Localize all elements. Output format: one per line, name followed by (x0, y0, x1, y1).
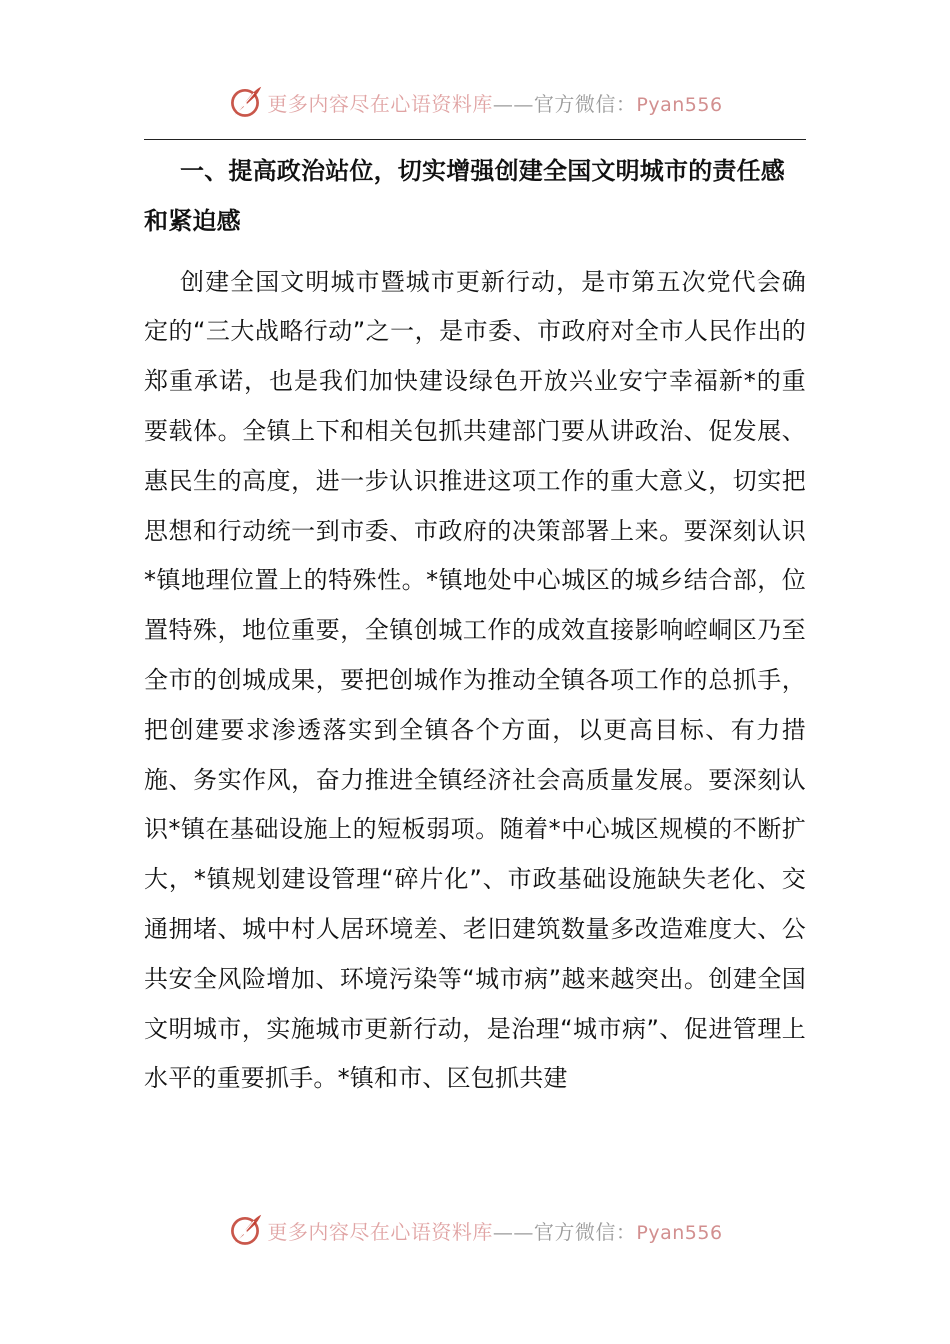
section-heading: 一、提高政治站位，切实增强创建全国文明城市的责任感和紧迫感 (144, 157, 785, 235)
watermark-dash: —— (492, 1219, 534, 1244)
watermark-dash: —— (492, 91, 534, 116)
document-body (144, 147, 806, 1104)
watermark-text (267, 1216, 722, 1245)
body-paragraph: 创建全国文明城市暨城市更新行动，是市第五次党代会确定的“三大战略行动”之一，是市委、市政府对全市人民作出的郑重承诺，也是我们加快建设绿色开放兴业安宁幸福新*的重要载体。全镇上下和相关包抓共建部门要从讲政治、促发展、惠民生的高度，进一步认识推进这项工作的重大意义，切实把思想和行动统一到市委、市政府的决策部署上来。要深刻认识*镇地理位置上的特殊性。*镇地处中心城区的城乡结合部，位置特殊，地位重要，全镇创城工作的成效直接影响崆峒区乃至全市的创城成果，要把创城作为推动全镇各项工作的总抓手，把创建要求渗透落实到全镇各个方面，以更高目标、有力措施、务实作风，奋力推进全镇经济社会高质量发展。要深刻认识*镇在基础设施上的短板弱项。随着*中心城区规模的不断扩大，*镇规划建设管理“碎片化”、市政基础设施缺失老化、交通拥堵、城中村人居环境差、老旧建筑数量多改造难度大、公共安全风险增加、环境污染等“城市病”越来越突出。创建全国文明城市，实施城市更新行动，是治理“城市病”、促进管理上水平的重要抓手。*镇和市、区包抓共建 (144, 267, 806, 1093)
watermark-wechat-id: Pyan556 (636, 93, 723, 116)
watermark-footer (0, 1210, 950, 1250)
watermark-label: 官方微信： (533, 91, 637, 116)
quill-pen-logo-icon (227, 84, 263, 120)
watermark-site-name: 更多内容尽在心语资料库 (267, 91, 493, 116)
watermark-label: 官方微信： (533, 1219, 637, 1244)
watermark-wechat-id: Pyan556 (636, 1221, 723, 1244)
watermark-text (267, 88, 722, 117)
watermark-site-name: 更多内容尽在心语资料库 (267, 1219, 493, 1244)
quill-pen-logo-icon (227, 1212, 263, 1248)
header-divider (144, 139, 806, 140)
watermark-header (0, 82, 950, 122)
